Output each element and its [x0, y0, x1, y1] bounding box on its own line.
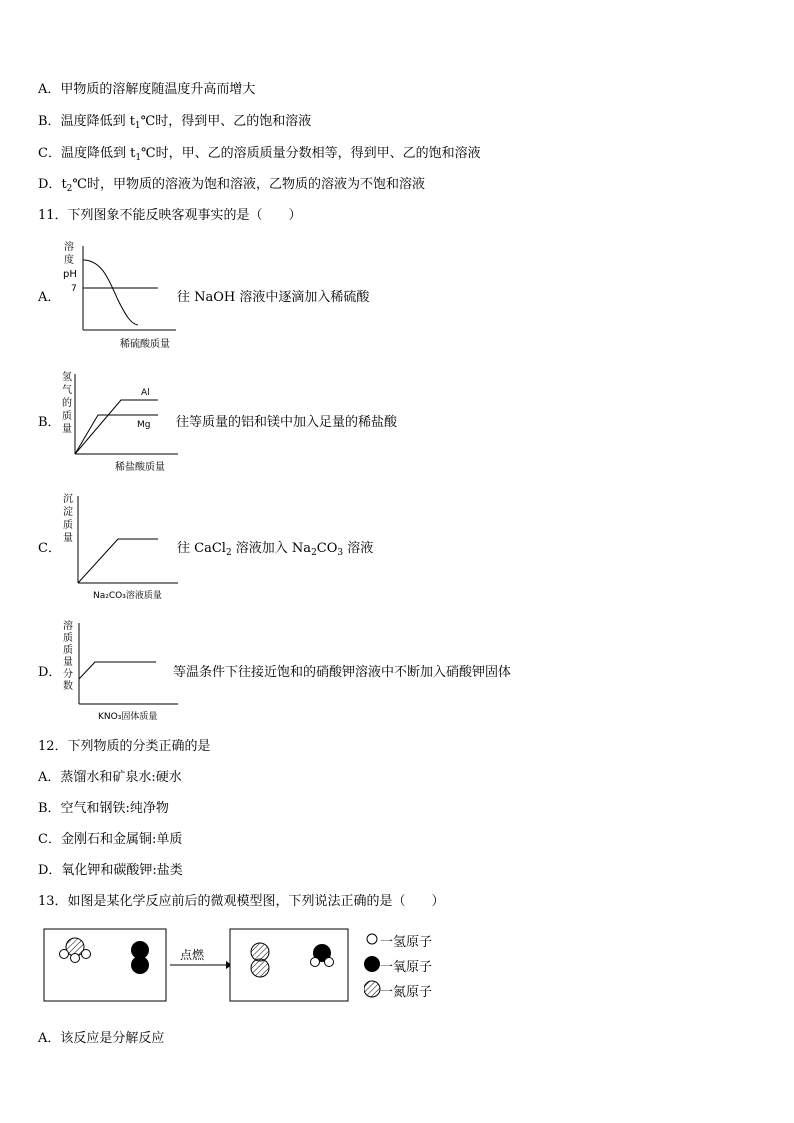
graph-b-xlabel: 稀盐酸质量	[115, 462, 165, 473]
graph-c-ylabel-3: 质	[63, 520, 73, 531]
graph-d-ylabel-6: 数	[63, 681, 73, 692]
graph-d-ylabel-5: 分	[63, 669, 73, 680]
caption-text: 溶液加入 Na	[231, 541, 312, 556]
subscript: 3	[337, 548, 344, 558]
nitrogen-atom	[251, 943, 269, 961]
q12-option-a: A．蒸馏水和矿泉水:硬水	[38, 770, 182, 785]
graph-a-ylabel-2: 度	[64, 255, 74, 266]
oxygen-atom	[131, 956, 149, 974]
graph-d-ylabel-2: 质	[63, 633, 73, 644]
option-text: 温度降低到 t	[60, 114, 135, 129]
legend-hydrogen-label: 一氢原子	[380, 935, 433, 950]
graph-b	[58, 368, 188, 478]
graph-b-ylabel-4: 质	[62, 411, 72, 422]
option-letter: B．	[38, 114, 61, 129]
legend-nitrogen-icon	[364, 981, 380, 997]
graph-b-ylabel-1: 氢	[62, 372, 72, 383]
graph-d-ylabel-3: 质	[63, 645, 73, 656]
graph-a-curve	[83, 260, 138, 325]
hydrogen-atom	[60, 950, 69, 959]
q11-option-d-letter: D．	[38, 665, 62, 680]
subscript: 1	[134, 121, 141, 131]
q10-option-b	[38, 114, 311, 134]
q12-option-b: B．空气和钢铁:纯净物	[38, 801, 169, 816]
graph-c-ylabel-2: 淀	[63, 507, 73, 518]
option-letter: C．	[38, 146, 61, 161]
legend-oxygen-icon	[364, 956, 380, 972]
graph-c-line	[78, 539, 158, 583]
legend-hydrogen-icon	[367, 934, 377, 944]
q11-option-b-caption: 往等质量的铝和镁中加入足量的稀盐酸	[176, 415, 398, 430]
option-text: t	[61, 177, 67, 192]
graph-d-ylabel-1: 溶	[63, 621, 73, 632]
q12-option-d: D．氧化钾和碳酸钾:盐类	[38, 863, 183, 878]
reaction-diagram	[40, 925, 380, 1005]
graph-b-ylabel-5: 量	[62, 424, 72, 435]
graph-b-ylabel-2: 气	[62, 385, 72, 396]
nitrogen-atom	[251, 959, 269, 977]
q11-option-d-caption: 等温条件下往接近饱和的硝酸钾溶液中不断加入硝酸钾固体	[173, 665, 512, 680]
q12-stem: 12．下列物质的分类正确的是	[38, 739, 211, 754]
option-text: ℃时，甲物质的溶液为饱和溶液，乙物质的溶液为不饱和溶液	[72, 177, 425, 192]
q11-option-c-letter: C．	[38, 541, 61, 556]
hydrogen-atom	[82, 950, 91, 959]
q13-option-a: A．该反应是分解反应	[38, 1031, 165, 1046]
option-letter: D．	[38, 177, 62, 192]
graph-b-label-mg: Mg	[137, 420, 151, 430]
graph-a-tick-7: 7	[71, 284, 77, 294]
q12-option-c: C．金刚石和金属铜:单质	[38, 832, 183, 847]
option-text: ℃时，得到甲、乙的饱和溶液	[140, 114, 312, 129]
graph-a	[58, 238, 188, 353]
q11-option-b-letter: B．	[38, 415, 61, 430]
subscript: 1	[135, 153, 142, 163]
legend-oxygen-label: 一氧原子	[380, 960, 433, 975]
graph-d-line	[79, 662, 156, 679]
hydrogen-atom	[71, 954, 80, 963]
graph-c	[58, 490, 188, 605]
caption-text: 往 CaCl	[177, 541, 226, 556]
option-text: 温度降低到 t	[60, 146, 136, 161]
option-text: ℃时，甲、乙的溶质质量分数相等，得到甲、乙的饱和溶液	[141, 146, 481, 161]
subscript: 2	[225, 548, 232, 558]
graph-a-ylabel-3: pH	[63, 269, 77, 280]
option-text: 甲物质的溶解度随温度升高而增大	[60, 82, 256, 97]
option-letter: A．	[38, 82, 61, 97]
graph-c-xlabel: Na₂CO₃溶液质量	[93, 591, 162, 601]
hydrogen-atom	[325, 958, 334, 967]
subscript: 2	[311, 548, 317, 558]
graph-c-ylabel-4: 量	[63, 533, 73, 544]
q10-option-a	[38, 82, 255, 98]
q11-option-a-caption: 往 NaOH 溶液中逐滴加入稀硫酸	[177, 290, 370, 305]
q10-option-d	[38, 177, 425, 197]
graph-a-xlabel: 稀硫酸质量	[120, 339, 170, 350]
graph-d	[58, 617, 188, 727]
q11-option-c-caption	[177, 537, 373, 558]
graph-d-ylabel-4: 量	[63, 657, 73, 668]
graph-a-ylabel-1: 溶	[64, 242, 74, 253]
caption-text: 溶液	[343, 541, 374, 556]
legend-nitrogen-label: 一氮原子	[380, 985, 433, 1000]
caption-text: CO	[316, 541, 338, 556]
arrow-label: 点燃	[180, 948, 205, 962]
q11-option-a-letter: A．	[38, 290, 61, 305]
q11-stem: 11．下列图象不能反映客观事实的是（ ）	[38, 208, 302, 223]
graph-c-ylabel-1: 沉	[63, 494, 73, 505]
subscript: 2	[66, 184, 73, 194]
hydrogen-atom	[311, 958, 320, 967]
q13-stem: 13．如图是某化学反应前后的微观模型图，下列说法正确的是（ ）	[38, 894, 445, 909]
graph-b-ylabel-3: 的	[62, 398, 72, 409]
q10-option-c	[38, 146, 481, 166]
graph-d-xlabel: KNO₃固体质量	[98, 712, 158, 722]
graph-b-label-al: Al	[141, 388, 150, 398]
